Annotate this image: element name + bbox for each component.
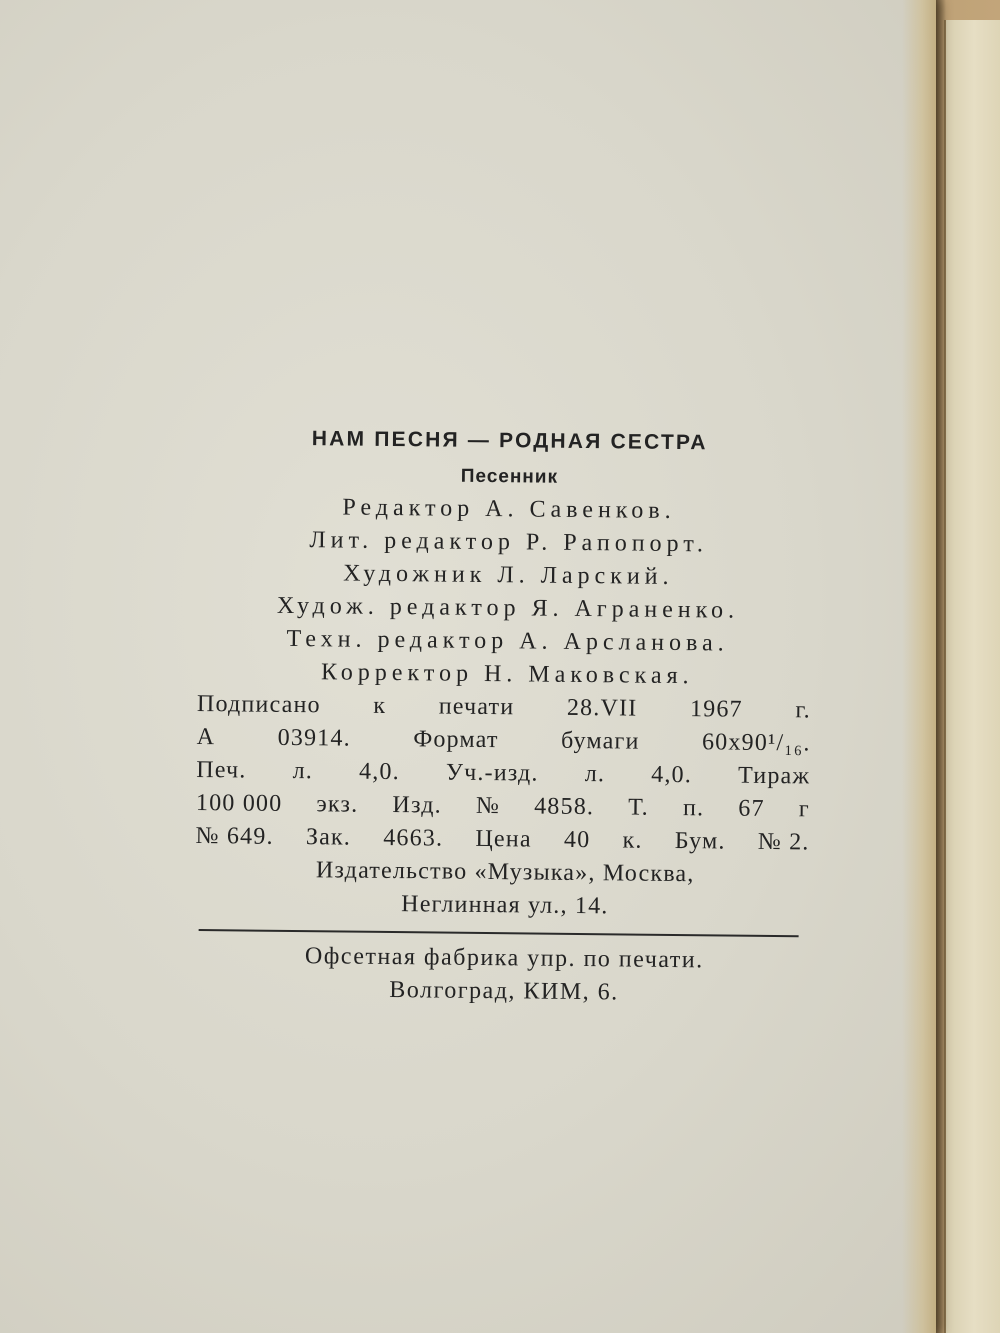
imprint-word: Печ. (196, 756, 247, 784)
imprint-word: к. (622, 827, 643, 854)
publisher-line: Издательство «Музыка», Москва, (315, 857, 695, 888)
imprint-word: 03914. (277, 724, 351, 752)
imprint-word: к (373, 692, 387, 719)
imprint-word: А (196, 723, 216, 751)
imprint-word: 67 (738, 795, 765, 822)
book-title: НАМ ПЕСНЯ — РОДНАЯ СЕСТРА (311, 427, 708, 455)
imprint-word: 4,0. (358, 758, 401, 786)
imprint-word: п. (682, 795, 705, 822)
imprint-block (194, 418, 820, 1011)
imprint-word: экз. (316, 791, 359, 818)
printer-city: Волгоград, КИМ, 6. (389, 977, 619, 1006)
imprint-word: Зак. (305, 824, 352, 851)
gutter-shadow (936, 0, 946, 1333)
imprint-word: № 649. (195, 822, 274, 850)
printer-line: Офсетная фабрика упр. по печати. (304, 943, 704, 974)
imprint-word: № (475, 792, 501, 820)
imprint-word: г. (795, 697, 812, 724)
credit-art-editor: Худож. редактор Я. Аграненко. (276, 592, 740, 624)
credit-tech-editor: Техн. редактор А. Арсланова. (286, 625, 729, 657)
credit-proofreader: Корректор Н. Маковская. (320, 659, 694, 690)
imprint-word: л. (292, 757, 314, 785)
imprint-word: л. (584, 761, 606, 788)
imprint-word: бумаги (560, 727, 640, 755)
imprint-word: 100 000 (195, 789, 283, 817)
imprint-word: 1967 (689, 696, 743, 723)
imprint-word: г (798, 796, 811, 823)
imprint-word: 4663. (383, 824, 444, 852)
imprint-word: Формат (413, 726, 499, 754)
imprint-word: 4,0. (651, 761, 693, 789)
imprint-word: Тираж (737, 762, 811, 790)
imprint-word: печати (438, 693, 515, 721)
imprint-word: Бум. (674, 827, 726, 855)
imprint-word: 28.VII (566, 694, 638, 722)
imprint-word: 40 (563, 826, 591, 854)
imprint-word: № 2. (757, 828, 810, 856)
credit-artist: Художник Л. Ларский. (343, 560, 674, 590)
credit-lit-editor: Лит. редактор Р. Рапопорт. (309, 527, 709, 558)
imprint-word: 4858. (534, 793, 595, 821)
page-edge-stain (902, 0, 936, 1333)
book-subtitle: Песенник (460, 465, 559, 488)
imprint-word: 60x90¹/₁₆. (701, 729, 811, 757)
imprint-word: Изд. (392, 792, 443, 819)
imprint-word: Т. (628, 794, 650, 821)
imprint-word: Уч.-изд. (445, 759, 539, 787)
divider-rule (199, 929, 799, 937)
imprint-word: Подписано (196, 690, 321, 719)
next-page-edge (944, 20, 1000, 1333)
imprint-word: Цена (475, 825, 532, 853)
credit-editor: Редактор А. Савенков. (342, 494, 676, 524)
publisher-address: Неглинная ул., 14. (401, 891, 609, 920)
